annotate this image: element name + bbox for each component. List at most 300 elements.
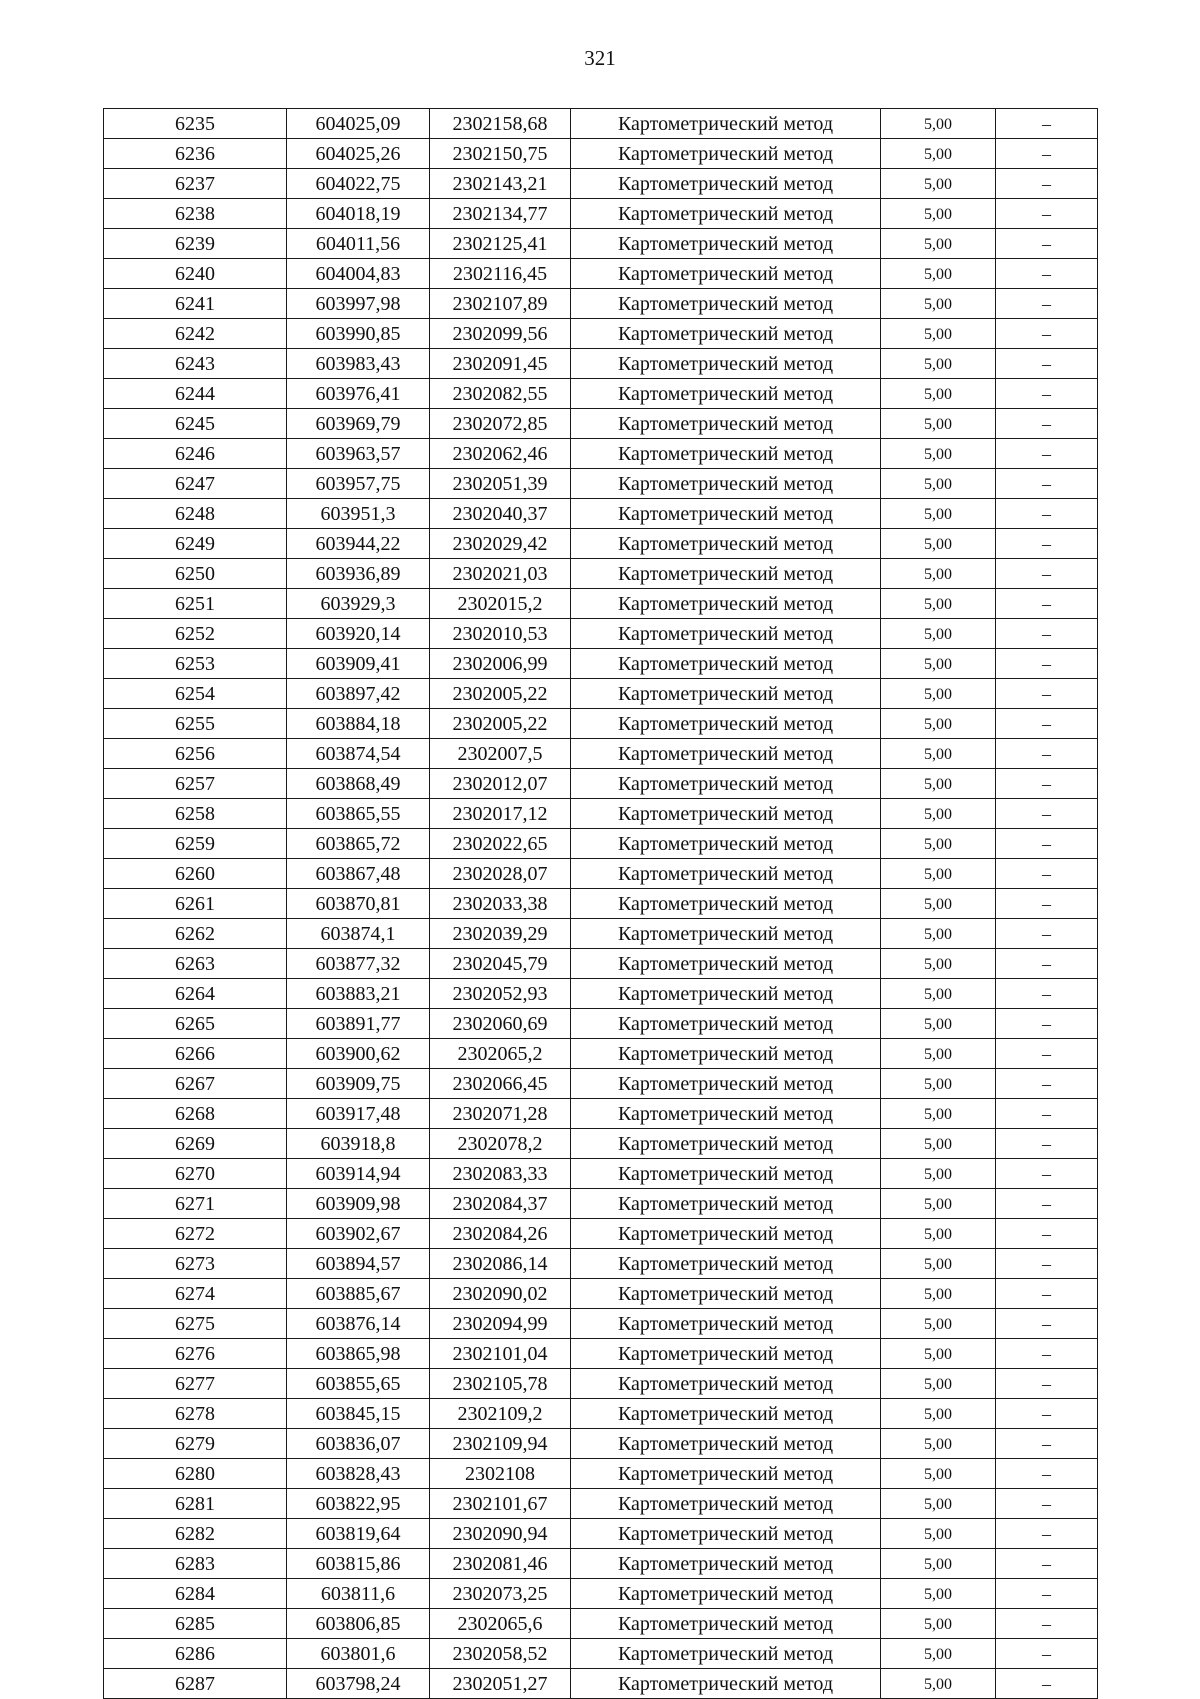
accuracy-cell: 5,00 xyxy=(881,709,996,739)
accuracy-cell: 5,00 xyxy=(881,1039,996,1069)
table-row xyxy=(104,1219,1098,1249)
x-coordinate-cell: 603836,07 xyxy=(287,1429,430,1459)
note-cell: – xyxy=(996,469,1098,499)
accuracy-cell: 5,00 xyxy=(881,439,996,469)
y-coordinate-cell: 2302066,45 xyxy=(430,1069,571,1099)
accuracy-cell: 5,00 xyxy=(881,349,996,379)
table-row xyxy=(104,1099,1098,1129)
y-coordinate-cell: 2302058,52 xyxy=(430,1639,571,1669)
note-cell: – xyxy=(996,499,1098,529)
point-number-cell: 6257 xyxy=(104,769,287,799)
y-coordinate-cell: 2302065,2 xyxy=(430,1039,571,1069)
method-cell: Картометрический метод xyxy=(571,199,881,229)
method-cell: Картометрический метод xyxy=(571,1519,881,1549)
point-number-cell: 6251 xyxy=(104,589,287,619)
table-row xyxy=(104,589,1098,619)
accuracy-cell: 5,00 xyxy=(881,1219,996,1249)
table-row xyxy=(104,1159,1098,1189)
method-cell: Картометрический метод xyxy=(571,829,881,859)
note-cell: – xyxy=(996,799,1098,829)
y-coordinate-cell: 2302116,45 xyxy=(430,259,571,289)
x-coordinate-cell: 603883,21 xyxy=(287,979,430,1009)
table-row xyxy=(104,1399,1098,1429)
point-number-cell: 6263 xyxy=(104,949,287,979)
accuracy-cell: 5,00 xyxy=(881,949,996,979)
point-number-cell: 6246 xyxy=(104,439,287,469)
note-cell: – xyxy=(996,739,1098,769)
x-coordinate-cell: 603806,85 xyxy=(287,1609,430,1639)
accuracy-cell: 5,00 xyxy=(881,139,996,169)
accuracy-cell: 5,00 xyxy=(881,1489,996,1519)
y-coordinate-cell: 2302022,65 xyxy=(430,829,571,859)
x-coordinate-cell: 603976,41 xyxy=(287,379,430,409)
note-cell: – xyxy=(996,139,1098,169)
note-cell: – xyxy=(996,1459,1098,1489)
note-cell: – xyxy=(996,1549,1098,1579)
x-coordinate-cell: 603909,75 xyxy=(287,1069,430,1099)
x-coordinate-cell: 603855,65 xyxy=(287,1369,430,1399)
x-coordinate-cell: 604004,83 xyxy=(287,259,430,289)
point-number-cell: 6271 xyxy=(104,1189,287,1219)
x-coordinate-cell: 604025,26 xyxy=(287,139,430,169)
table-row xyxy=(104,199,1098,229)
y-coordinate-cell: 2302006,99 xyxy=(430,649,571,679)
table-row xyxy=(104,499,1098,529)
table-row xyxy=(104,229,1098,259)
note-cell: – xyxy=(996,259,1098,289)
y-coordinate-cell: 2302101,67 xyxy=(430,1489,571,1519)
x-coordinate-cell: 603920,14 xyxy=(287,619,430,649)
y-coordinate-cell: 2302045,79 xyxy=(430,949,571,979)
y-coordinate-cell: 2302081,46 xyxy=(430,1549,571,1579)
point-number-cell: 6235 xyxy=(104,109,287,139)
x-coordinate-cell: 603870,81 xyxy=(287,889,430,919)
y-coordinate-cell: 2302090,02 xyxy=(430,1279,571,1309)
point-number-cell: 6241 xyxy=(104,289,287,319)
x-coordinate-cell: 603914,94 xyxy=(287,1159,430,1189)
accuracy-cell: 5,00 xyxy=(881,799,996,829)
note-cell: – xyxy=(996,529,1098,559)
method-cell: Картометрический метод xyxy=(571,919,881,949)
accuracy-cell: 5,00 xyxy=(881,1639,996,1669)
y-coordinate-cell: 2302010,53 xyxy=(430,619,571,649)
method-cell: Картометрический метод xyxy=(571,769,881,799)
accuracy-cell: 5,00 xyxy=(881,979,996,1009)
method-cell: Картометрический метод xyxy=(571,259,881,289)
method-cell: Картометрический метод xyxy=(571,979,881,1009)
accuracy-cell: 5,00 xyxy=(881,289,996,319)
method-cell: Картометрический метод xyxy=(571,1069,881,1099)
y-coordinate-cell: 2302084,26 xyxy=(430,1219,571,1249)
y-coordinate-cell: 2302107,89 xyxy=(430,289,571,319)
x-coordinate-cell: 603865,72 xyxy=(287,829,430,859)
accuracy-cell: 5,00 xyxy=(881,1459,996,1489)
accuracy-cell: 5,00 xyxy=(881,199,996,229)
y-coordinate-cell: 2302040,37 xyxy=(430,499,571,529)
x-coordinate-cell: 603897,42 xyxy=(287,679,430,709)
y-coordinate-cell: 2302029,42 xyxy=(430,529,571,559)
note-cell: – xyxy=(996,589,1098,619)
point-number-cell: 6256 xyxy=(104,739,287,769)
point-number-cell: 6270 xyxy=(104,1159,287,1189)
accuracy-cell: 5,00 xyxy=(881,1009,996,1039)
x-coordinate-cell: 603874,54 xyxy=(287,739,430,769)
method-cell: Картометрический метод xyxy=(571,1189,881,1219)
y-coordinate-cell: 2302062,46 xyxy=(430,439,571,469)
point-number-cell: 6258 xyxy=(104,799,287,829)
table-row xyxy=(104,1309,1098,1339)
note-cell: – xyxy=(996,1159,1098,1189)
note-cell: – xyxy=(996,1279,1098,1309)
method-cell: Картометрический метод xyxy=(571,679,881,709)
y-coordinate-cell: 2302028,07 xyxy=(430,859,571,889)
method-cell: Картометрический метод xyxy=(571,1609,881,1639)
x-coordinate-cell: 603874,1 xyxy=(287,919,430,949)
point-number-cell: 6261 xyxy=(104,889,287,919)
note-cell: – xyxy=(996,1189,1098,1219)
note-cell: – xyxy=(996,949,1098,979)
table-row xyxy=(104,409,1098,439)
y-coordinate-cell: 2302073,25 xyxy=(430,1579,571,1609)
method-cell: Картометрический метод xyxy=(571,229,881,259)
note-cell: – xyxy=(996,199,1098,229)
table-row xyxy=(104,619,1098,649)
y-coordinate-cell: 2302143,21 xyxy=(430,169,571,199)
x-coordinate-cell: 603876,14 xyxy=(287,1309,430,1339)
point-number-cell: 6287 xyxy=(104,1669,287,1699)
x-coordinate-cell: 603828,43 xyxy=(287,1459,430,1489)
accuracy-cell: 5,00 xyxy=(881,1519,996,1549)
table-row xyxy=(104,259,1098,289)
table-row xyxy=(104,949,1098,979)
point-number-cell: 6254 xyxy=(104,679,287,709)
point-number-cell: 6280 xyxy=(104,1459,287,1489)
table-row xyxy=(104,1579,1098,1609)
y-coordinate-cell: 2302082,55 xyxy=(430,379,571,409)
accuracy-cell: 5,00 xyxy=(881,769,996,799)
note-cell: – xyxy=(996,919,1098,949)
accuracy-cell: 5,00 xyxy=(881,559,996,589)
note-cell: – xyxy=(996,1069,1098,1099)
table-row xyxy=(104,529,1098,559)
y-coordinate-cell: 2302005,22 xyxy=(430,709,571,739)
method-cell: Картометрический метод xyxy=(571,1669,881,1699)
table-row xyxy=(104,1519,1098,1549)
method-cell: Картометрический метод xyxy=(571,1369,881,1399)
note-cell: – xyxy=(996,709,1098,739)
coordinates-table xyxy=(103,108,1098,1699)
point-number-cell: 6269 xyxy=(104,1129,287,1159)
point-number-cell: 6281 xyxy=(104,1489,287,1519)
accuracy-cell: 5,00 xyxy=(881,1099,996,1129)
y-coordinate-cell: 2302065,6 xyxy=(430,1609,571,1639)
method-cell: Картометрический метод xyxy=(571,859,881,889)
point-number-cell: 6278 xyxy=(104,1399,287,1429)
note-cell: – xyxy=(996,1009,1098,1039)
method-cell: Картометрический метод xyxy=(571,319,881,349)
accuracy-cell: 5,00 xyxy=(881,1189,996,1219)
table-row xyxy=(104,379,1098,409)
method-cell: Картометрический метод xyxy=(571,1039,881,1069)
note-cell: – xyxy=(996,1519,1098,1549)
method-cell: Картометрический метод xyxy=(571,1159,881,1189)
x-coordinate-cell: 603902,67 xyxy=(287,1219,430,1249)
y-coordinate-cell: 2302005,22 xyxy=(430,679,571,709)
x-coordinate-cell: 603811,6 xyxy=(287,1579,430,1609)
accuracy-cell: 5,00 xyxy=(881,259,996,289)
table-row xyxy=(104,889,1098,919)
x-coordinate-cell: 603845,15 xyxy=(287,1399,430,1429)
point-number-cell: 6268 xyxy=(104,1099,287,1129)
method-cell: Картометрический метод xyxy=(571,409,881,439)
y-coordinate-cell: 2302105,78 xyxy=(430,1369,571,1399)
note-cell: – xyxy=(996,1639,1098,1669)
y-coordinate-cell: 2302083,33 xyxy=(430,1159,571,1189)
accuracy-cell: 5,00 xyxy=(881,679,996,709)
note-cell: – xyxy=(996,1339,1098,1369)
table-row xyxy=(104,1249,1098,1279)
note-cell: – xyxy=(996,439,1098,469)
coordinates-table-body xyxy=(104,109,1098,1699)
y-coordinate-cell: 2302071,28 xyxy=(430,1099,571,1129)
table-row xyxy=(104,1429,1098,1459)
y-coordinate-cell: 2302072,85 xyxy=(430,409,571,439)
point-number-cell: 6239 xyxy=(104,229,287,259)
point-number-cell: 6286 xyxy=(104,1639,287,1669)
point-number-cell: 6249 xyxy=(104,529,287,559)
note-cell: – xyxy=(996,679,1098,709)
table-row xyxy=(104,829,1098,859)
y-coordinate-cell: 2302158,68 xyxy=(430,109,571,139)
method-cell: Картометрический метод xyxy=(571,1489,881,1519)
y-coordinate-cell: 2302150,75 xyxy=(430,139,571,169)
x-coordinate-cell: 603951,3 xyxy=(287,499,430,529)
point-number-cell: 6248 xyxy=(104,499,287,529)
note-cell: – xyxy=(996,649,1098,679)
accuracy-cell: 5,00 xyxy=(881,619,996,649)
accuracy-cell: 5,00 xyxy=(881,409,996,439)
table-row xyxy=(104,1039,1098,1069)
point-number-cell: 6265 xyxy=(104,1009,287,1039)
note-cell: – xyxy=(996,319,1098,349)
x-coordinate-cell: 603865,98 xyxy=(287,1339,430,1369)
y-coordinate-cell: 2302134,77 xyxy=(430,199,571,229)
note-cell: – xyxy=(996,229,1098,259)
method-cell: Картометрический метод xyxy=(571,619,881,649)
accuracy-cell: 5,00 xyxy=(881,1369,996,1399)
point-number-cell: 6262 xyxy=(104,919,287,949)
note-cell: – xyxy=(996,1039,1098,1069)
point-number-cell: 6240 xyxy=(104,259,287,289)
table-row xyxy=(104,139,1098,169)
point-number-cell: 6260 xyxy=(104,859,287,889)
accuracy-cell: 5,00 xyxy=(881,1249,996,1279)
method-cell: Картометрический метод xyxy=(571,1309,881,1339)
method-cell: Картометрический метод xyxy=(571,1219,881,1249)
method-cell: Картометрический метод xyxy=(571,349,881,379)
x-coordinate-cell: 604018,19 xyxy=(287,199,430,229)
accuracy-cell: 5,00 xyxy=(881,1399,996,1429)
note-cell: – xyxy=(996,1249,1098,1279)
y-coordinate-cell: 2302078,2 xyxy=(430,1129,571,1159)
y-coordinate-cell: 2302109,2 xyxy=(430,1399,571,1429)
x-coordinate-cell: 603867,48 xyxy=(287,859,430,889)
note-cell: – xyxy=(996,1579,1098,1609)
note-cell: – xyxy=(996,349,1098,379)
x-coordinate-cell: 603983,43 xyxy=(287,349,430,379)
table-row xyxy=(104,1009,1098,1039)
point-number-cell: 6264 xyxy=(104,979,287,1009)
method-cell: Картометрический метод xyxy=(571,1639,881,1669)
table-row xyxy=(104,1279,1098,1309)
note-cell: – xyxy=(996,769,1098,799)
table-row xyxy=(104,709,1098,739)
method-cell: Картометрический метод xyxy=(571,739,881,769)
point-number-cell: 6274 xyxy=(104,1279,287,1309)
point-number-cell: 6283 xyxy=(104,1549,287,1579)
method-cell: Картометрический метод xyxy=(571,529,881,559)
note-cell: – xyxy=(996,1099,1098,1129)
x-coordinate-cell: 604011,56 xyxy=(287,229,430,259)
accuracy-cell: 5,00 xyxy=(881,1279,996,1309)
note-cell: – xyxy=(996,1309,1098,1339)
method-cell: Картометрический метод xyxy=(571,499,881,529)
table-row xyxy=(104,1669,1098,1699)
x-coordinate-cell: 603929,3 xyxy=(287,589,430,619)
point-number-cell: 6285 xyxy=(104,1609,287,1639)
method-cell: Картометрический метод xyxy=(571,289,881,319)
table-row xyxy=(104,1609,1098,1639)
table-row xyxy=(104,559,1098,589)
y-coordinate-cell: 2302051,27 xyxy=(430,1669,571,1699)
accuracy-cell: 5,00 xyxy=(881,1159,996,1189)
method-cell: Картометрический метод xyxy=(571,799,881,829)
table-row xyxy=(104,1069,1098,1099)
point-number-cell: 6236 xyxy=(104,139,287,169)
x-coordinate-cell: 603877,32 xyxy=(287,949,430,979)
note-cell: – xyxy=(996,289,1098,319)
accuracy-cell: 5,00 xyxy=(881,589,996,619)
x-coordinate-cell: 603936,89 xyxy=(287,559,430,589)
method-cell: Картометрический метод xyxy=(571,439,881,469)
point-number-cell: 6272 xyxy=(104,1219,287,1249)
method-cell: Картометрический метод xyxy=(571,889,881,919)
note-cell: – xyxy=(996,619,1098,649)
x-coordinate-cell: 603918,8 xyxy=(287,1129,430,1159)
method-cell: Картометрический метод xyxy=(571,139,881,169)
accuracy-cell: 5,00 xyxy=(881,109,996,139)
table-row xyxy=(104,109,1098,139)
x-coordinate-cell: 603909,98 xyxy=(287,1189,430,1219)
table-row xyxy=(104,799,1098,829)
table-row xyxy=(104,439,1098,469)
point-number-cell: 6252 xyxy=(104,619,287,649)
accuracy-cell: 5,00 xyxy=(881,499,996,529)
note-cell: – xyxy=(996,1399,1098,1429)
y-coordinate-cell: 2302094,99 xyxy=(430,1309,571,1339)
point-number-cell: 6245 xyxy=(104,409,287,439)
method-cell: Картометрический метод xyxy=(571,589,881,619)
note-cell: – xyxy=(996,1609,1098,1639)
x-coordinate-cell: 603801,6 xyxy=(287,1639,430,1669)
y-coordinate-cell: 2302086,14 xyxy=(430,1249,571,1279)
method-cell: Картометрический метод xyxy=(571,649,881,679)
x-coordinate-cell: 604022,75 xyxy=(287,169,430,199)
y-coordinate-cell: 2302099,56 xyxy=(430,319,571,349)
method-cell: Картометрический метод xyxy=(571,559,881,589)
y-coordinate-cell: 2302051,39 xyxy=(430,469,571,499)
x-coordinate-cell: 603963,57 xyxy=(287,439,430,469)
point-number-cell: 6244 xyxy=(104,379,287,409)
x-coordinate-cell: 604025,09 xyxy=(287,109,430,139)
accuracy-cell: 5,00 xyxy=(881,739,996,769)
point-number-cell: 6242 xyxy=(104,319,287,349)
accuracy-cell: 5,00 xyxy=(881,1609,996,1639)
method-cell: Картометрический метод xyxy=(571,1579,881,1609)
x-coordinate-cell: 603868,49 xyxy=(287,769,430,799)
note-cell: – xyxy=(996,409,1098,439)
accuracy-cell: 5,00 xyxy=(881,1579,996,1609)
method-cell: Картометрический метод xyxy=(571,949,881,979)
table-row xyxy=(104,1369,1098,1399)
accuracy-cell: 5,00 xyxy=(881,1429,996,1459)
point-number-cell: 6275 xyxy=(104,1309,287,1339)
table-row xyxy=(104,649,1098,679)
y-coordinate-cell: 2302039,29 xyxy=(430,919,571,949)
accuracy-cell: 5,00 xyxy=(881,1129,996,1159)
y-coordinate-cell: 2302125,41 xyxy=(430,229,571,259)
point-number-cell: 6250 xyxy=(104,559,287,589)
method-cell: Картометрический метод xyxy=(571,1339,881,1369)
table-row xyxy=(104,979,1098,1009)
table-row xyxy=(104,1459,1098,1489)
y-coordinate-cell: 2302090,94 xyxy=(430,1519,571,1549)
accuracy-cell: 5,00 xyxy=(881,1669,996,1699)
point-number-cell: 6276 xyxy=(104,1339,287,1369)
y-coordinate-cell: 2302084,37 xyxy=(430,1189,571,1219)
y-coordinate-cell: 2302007,5 xyxy=(430,739,571,769)
method-cell: Картометрический метод xyxy=(571,1429,881,1459)
accuracy-cell: 5,00 xyxy=(881,889,996,919)
accuracy-cell: 5,00 xyxy=(881,319,996,349)
y-coordinate-cell: 2302052,93 xyxy=(430,979,571,1009)
method-cell: Картометрический метод xyxy=(571,1279,881,1309)
point-number-cell: 6237 xyxy=(104,169,287,199)
y-coordinate-cell: 2302017,12 xyxy=(430,799,571,829)
note-cell: – xyxy=(996,169,1098,199)
method-cell: Картометрический метод xyxy=(571,169,881,199)
y-coordinate-cell: 2302108 xyxy=(430,1459,571,1489)
accuracy-cell: 5,00 xyxy=(881,649,996,679)
note-cell: – xyxy=(996,1669,1098,1699)
accuracy-cell: 5,00 xyxy=(881,1339,996,1369)
table-row xyxy=(104,1639,1098,1669)
point-number-cell: 6243 xyxy=(104,349,287,379)
note-cell: – xyxy=(996,979,1098,1009)
x-coordinate-cell: 603909,41 xyxy=(287,649,430,679)
x-coordinate-cell: 603865,55 xyxy=(287,799,430,829)
point-number-cell: 6253 xyxy=(104,649,287,679)
method-cell: Картометрический метод xyxy=(571,1399,881,1429)
y-coordinate-cell: 2302012,07 xyxy=(430,769,571,799)
point-number-cell: 6267 xyxy=(104,1069,287,1099)
accuracy-cell: 5,00 xyxy=(881,229,996,259)
table-row xyxy=(104,289,1098,319)
point-number-cell: 6259 xyxy=(104,829,287,859)
page-number: 321 xyxy=(584,46,616,70)
point-number-cell: 6247 xyxy=(104,469,287,499)
point-number-cell: 6277 xyxy=(104,1369,287,1399)
